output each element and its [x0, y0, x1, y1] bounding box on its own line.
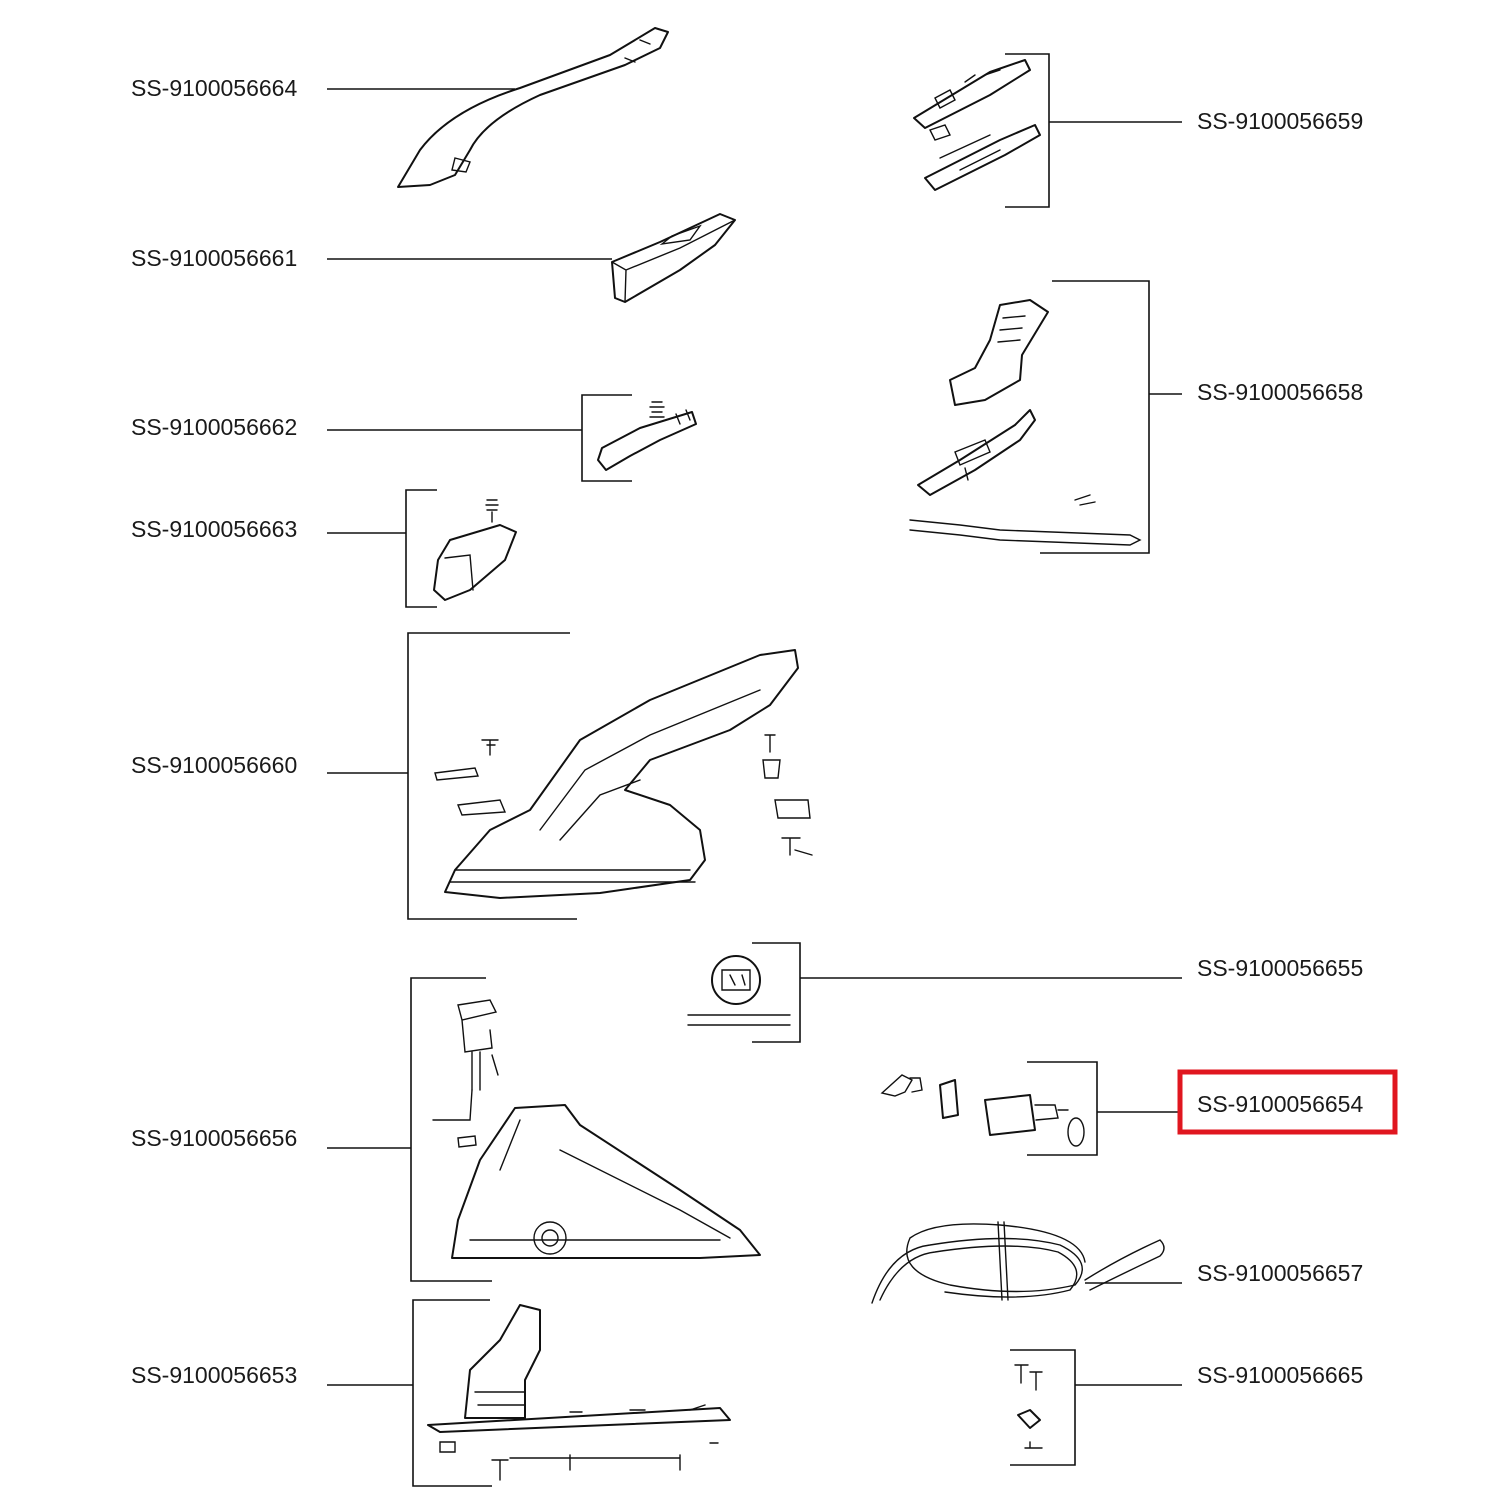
part-label-59: SS-9100056659 [1197, 108, 1364, 134]
part-button-housing[interactable] [131, 214, 735, 302]
part-soleplate-assembly[interactable] [131, 1300, 730, 1486]
part-rear-cap[interactable] [131, 490, 516, 607]
part-label-65: SS-9100056665 [1197, 1362, 1364, 1388]
part-thermostat[interactable] [688, 943, 1363, 1042]
part-label-62: SS-9100056662 [131, 414, 298, 440]
part-label-53: SS-9100056653 [131, 1362, 298, 1388]
part-label-55: SS-9100056655 [1197, 955, 1364, 981]
part-label-61: SS-9100056661 [131, 245, 298, 271]
part-iron-housing[interactable] [131, 633, 812, 919]
part-main-body[interactable] [131, 978, 760, 1281]
part-label-56: SS-9100056656 [131, 1125, 298, 1151]
part-trigger-assembly[interactable] [131, 395, 696, 481]
part-label-54: SS-9100056654 [1197, 1091, 1364, 1117]
part-label-57: SS-9100056657 [1197, 1260, 1364, 1286]
part-power-cord[interactable] [872, 1222, 1363, 1303]
part-pump[interactable] [882, 1062, 1363, 1155]
part-label-63: SS-9100056663 [131, 516, 298, 542]
part-label-60: SS-9100056660 [131, 752, 298, 778]
part-control-buttons[interactable] [914, 54, 1363, 207]
part-label-64: SS-9100056664 [131, 75, 298, 101]
part-screws-kit[interactable] [1010, 1350, 1363, 1465]
part-label-58: SS-9100056658 [1197, 379, 1364, 405]
part-handle-cover[interactable] [131, 28, 668, 187]
part-steam-selector[interactable] [910, 281, 1363, 553]
